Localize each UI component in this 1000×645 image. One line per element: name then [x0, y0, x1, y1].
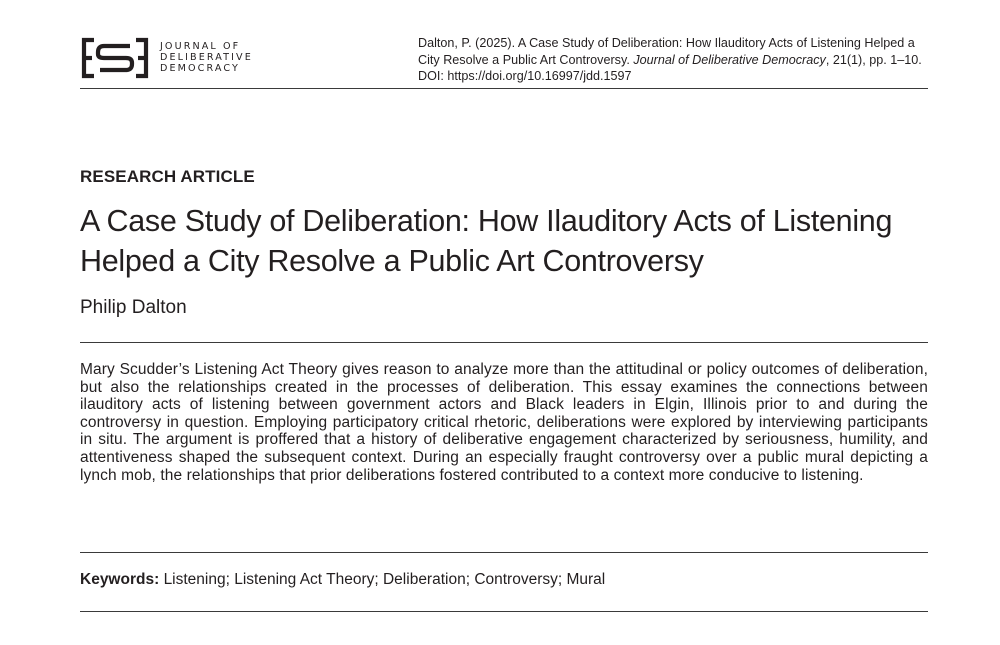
article-title: A Case Study of Deliberation: How Ilauditory Acts of Listening Helped a City Resolve a Public Art Controversy: [80, 204, 893, 278]
divider-top: [80, 342, 928, 343]
journal-logo[interactable]: [80, 34, 280, 82]
article-author[interactable]: Philip Dalton: [80, 297, 187, 318]
journal-logo-icon: [80, 36, 150, 80]
abstract-text: Mary Scudder’s Listening Act Theory gives reason to analyze more than the attitudinal or policy outcomes of deliberation, but also the relationships created in the processes of deliberation. This essay examines the connections between ilauditory acts of listening between government actors and Black leaders in Elgin, Illinois prior to and during the controversy in question. Employing participatory critical rhetoric, deliberations were explored by interviewing participants in situ. The argument is proffered that a history of deliberative engagement characterized by seriousness, humility, and attentiveness shaped the subsequent context. During an especially fraught controversy over a public mural depicting a lynch mob, the relationships that prior deliberations fostered contributed to a context more conducive to listening.: [80, 361, 928, 484]
keywords-label: Keywords:: [80, 571, 160, 588]
journal-name: JOURNAL OF DELIBERATIVE DEMOCRACY: [160, 41, 253, 75]
divider-middle: [80, 552, 928, 553]
citation-block: [418, 35, 928, 85]
citation-journal: Journal of Deliberative Democracy: [633, 52, 826, 67]
citation-main: Dalton, P. (2025). A Case Study of Deliberation: How Ilauditory Acts of Listening Helped a City Resolve a Public Art Controversy.: [418, 36, 915, 67]
keywords-line: [80, 571, 928, 589]
keywords-list: Listening; Listening Act Theory; Deliberation; Controversy; Mural: [163, 571, 606, 588]
citation-tail[interactable]: , 21(1), pp. 1–10. DOI: https://doi.org/10.16997/jdd.1597: [418, 52, 922, 84]
divider-bottom: [80, 611, 928, 612]
journal-header: [80, 34, 928, 89]
article-type-label: RESEARCH ARTICLE: [80, 167, 255, 186]
